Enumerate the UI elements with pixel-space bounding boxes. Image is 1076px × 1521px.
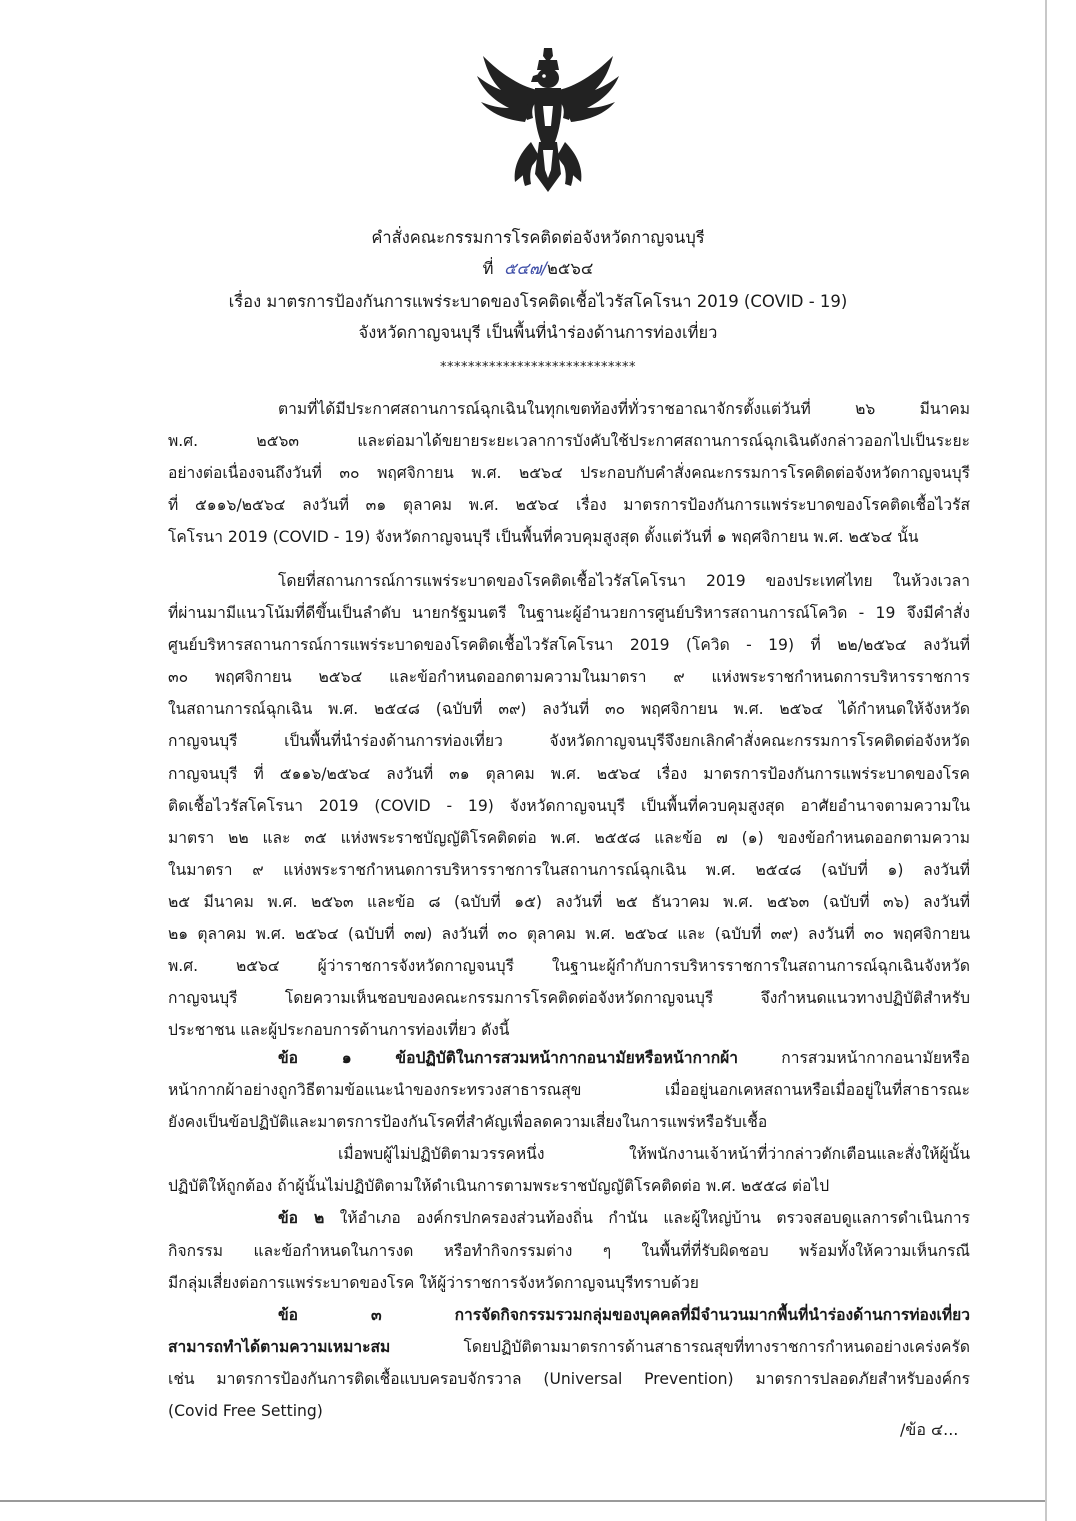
clause-3-text: โดยปฏิบัติตามมาตรการด้านสาธารณสุขที่ทางราชการกำหนดอย่างเคร่งครัด	[390, 1337, 970, 1356]
clause-line: กิจกรรม และข้อกำหนดในการงด หรือทำกิจกรรมต่าง ๆ ในพื้นที่ที่รับผิดชอบ พร้อมทั้งให้ความเห็นกรณี	[168, 1241, 970, 1260]
paragraph-line: ในสถานการณ์ฉุกเฉิน พ.ศ. ๒๕๔๘ (ฉบับที่ ๓๙) ลงวันที่ ๓๐ พฤศจิกายน พ.ศ. ๒๕๖๔ ได้กำหนดให้จังหวัด	[168, 700, 970, 719]
order-number-prefix: ที่	[482, 259, 494, 278]
subject-line-1: เรื่อง มาตรการป้องกันการแพร่ระบาดของโรคติดเชื้อไวรัสโคโรนา 2019 (COVID - 19)	[228, 292, 848, 311]
clause-line: ปฏิบัติให้ถูกต้อง ถ้าผู้นั้นไม่ปฏิบัติตามให้ดำเนินการตามพระราชบัญญัติโรคติดต่อ พ.ศ. ๒๕๕๘ ต่อไป	[168, 1177, 830, 1196]
paragraph-line: กาญจนบุรี โดยความเห็นชอบของคณะกรรมการโรคติดต่อจังหวัดกาญจนบุรี จึงกำหนดแนวทางปฏิบัติสำหรับ	[168, 989, 970, 1008]
paragraph-line: พ.ศ. ๒๕๖๓ และต่อมาได้ขยายระยะเวลาการบังคับใช้ประกาศสถานการณ์ฉุกเฉินดังกล่าวออกไปเป็นระยะ	[168, 432, 970, 451]
clause-line: ยังคงเป็นข้อปฏิบัติและมาตรการป้องกันโรคที่สำคัญเพื่อลดความเสี่ยงในการแพร่หรือรับเชื้อ	[168, 1113, 768, 1132]
clause-1-text: การสวมหน้ากากอนามัยหรือ	[738, 1049, 970, 1067]
clause-1-heading-line	[168, 1042, 970, 1074]
subject-line-2: จังหวัดกาญจนบุรี เป็นพื้นที่นำร่องด้านการท่องเที่ยว	[358, 323, 718, 342]
order-number-handwritten: ๕๔๗/	[504, 259, 547, 278]
paragraph-line: กาญจนบุรี เป็นพื้นที่นำร่องด้านการท่องเที่ยว จังหวัดกาญจนบุรีจึงยกเลิกคำสั่งคณะกรรมการโรคติดต่อจังหวัด	[168, 732, 970, 751]
clause-3-heading: ข้อ ๓ การจัดกิจกรรมรวมกลุ่มของบุคคลที่มีจำนวนมากพื้นที่นำร่องด้านการท่องเที่ยว	[278, 1305, 970, 1324]
paragraph-line: ๒๑ ตุลาคม พ.ศ. ๒๕๖๔ (ฉบับที่ ๓๗) ลงวันที่ ๓๐ ตุลาคม พ.ศ. ๒๕๖๔ และ (ฉบับที่ ๓๙) ลงวันที่ ๓๐ พฤศจิกายน	[168, 925, 970, 944]
paragraph-1	[168, 393, 970, 553]
paragraph-2	[168, 565, 970, 1046]
paragraph-line: ที่ ๕๑๑๖/๒๕๖๔ ลงวันที่ ๓๑ ตุลาคม พ.ศ. ๒๕๖๔ เรื่อง มาตรการป้องกันการแพร่ระบาดของโรคติดเชื้อไวรัส	[168, 496, 970, 515]
paragraph-line: โดยที่สถานการณ์การแพร่ระบาดของโรคติดเชื้อไวรัสโคโรนา 2019 ของประเทศไทย ในห้วงเวลา	[278, 572, 970, 590]
paragraph-line: พ.ศ. ๒๕๖๔ ผู้ว่าราชการจังหวัดกาญจนบุรี ในฐานะผู้กำกับการบริหารราชการในสถานการณ์ฉุกเฉินจังหวัด	[168, 957, 970, 976]
order-number	[0, 256, 1076, 282]
paragraph-line: ที่ผ่านมามีแนวโน้มที่ดีขึ้นเป็นลำดับ นายกรัฐมนตรี ในฐานะผู้อำนวยการศูนย์บริหารสถานการณ์โควิด - 19 จึงมีคำสั่ง	[168, 604, 970, 623]
paragraph-line: อย่างต่อเนื่องจนถึงวันที่ ๓๐ พฤศจิกายน พ.ศ. ๒๕๖๔ ประกอบกับคำสั่งคณะกรรมการโรคติดต่อจังหวัดกาญจนบุรี	[168, 464, 970, 483]
order-number-year: ๒๕๖๔	[547, 259, 594, 278]
clause-3-bold: สามารถทำได้ตามความเหมาะสม	[168, 1337, 391, 1356]
clause-line: มีกลุ่มเสี่ยงต่อการแพร่ระบาดของโรค ให้ผู้ว่าราชการจังหวัดกาญจนบุรีทราบด้วย	[168, 1273, 699, 1292]
separator: ****************************	[440, 360, 636, 375]
paragraph-line: โคโรนา 2019 (COVID - 19) จังหวัดกาญจนบุรี เป็นพื้นที่ควบคุมสูงสุด ตั้งแต่วันที่ ๑ พฤศจิกายน พ.ศ. ๒๕๖๔ นั้น	[168, 528, 919, 547]
order-title: คำสั่งคณะกรรมการโรคติดต่อจังหวัดกาญจนบุรี	[371, 228, 705, 247]
clause-1-heading: ข้อ ๑ ข้อปฏิบัติในการสวมหน้ากากอนามัยหรือหน้ากากผ้า	[278, 1049, 739, 1067]
continued-marker: /ข้อ ๔...	[900, 1420, 959, 1439]
paragraph-line: ติดเชื้อไวรัสโคโรนา 2019 (COVID - 19) จังหวัดกาญจนบุรี เป็นพื้นที่ควบคุมสูงสุด อาศัยอำนาจตามความใน	[168, 796, 970, 815]
garuda-emblem-icon	[473, 46, 623, 194]
paragraph-line: ๒๕ มีนาคม พ.ศ. ๒๕๖๓ และข้อ ๘ (ฉบับที่ ๑๕) ลงวันที่ ๒๕ ธันวาคม พ.ศ. ๒๕๖๓ (ฉบับที่ ๓๖) ลงวันที่	[168, 892, 970, 911]
paragraph-line: มาตรา ๒๒ และ ๓๕ แห่งพระราชบัญญัติโรคติดต่อ พ.ศ. ๒๕๕๘ และข้อ ๗ (๑) ของข้อกำหนดออกตามความ	[168, 828, 970, 847]
paragraph-line: ประชาชน และผู้ประกอบการด้านการท่องเที่ยว ดังนี้	[168, 1021, 510, 1040]
clause-2-text: ให้อำเภอ องค์กรปกครองส่วนท้องถิ่น กำนัน และผู้ใหญ่บ้าน ตรวจสอบดูแลการดำเนินการ	[324, 1209, 970, 1228]
paragraph-line: ในมาตรา ๙ แห่งพระราชกำหนดการบริหารราชการในสถานการณ์ฉุกเฉิน พ.ศ. ๒๕๔๘ (ฉบับที่ ๑) ลงวันที่	[168, 860, 970, 879]
clause-2-heading-line	[168, 1202, 970, 1234]
clause-line: เช่น มาตรการป้องกันการติดเชื้อแบบครอบจักรวาล (Universal Prevention) มาตรการปลอดภัยสำหรับองค์กร	[168, 1369, 970, 1388]
paragraph-line: ๓๐ พฤศจิกายน ๒๕๖๔ และข้อกำหนดออกตามความในมาตรา ๙ แห่งพระราชกำหนดการบริหารราชการ	[168, 668, 970, 687]
clause-line: หน้ากากผ้าอย่างถูกวิธีตามข้อแนะนำของกระทรวงสาธารณสุข เมื่ออยู่นอกเคหสถานหรือเมื่ออยู่ในที่สาธารณะ	[168, 1081, 970, 1100]
clause-line: เมื่อพบผู้ไม่ปฏิบัติตามวรรคหนึ่ง ให้พนักงานเจ้าหน้าที่ว่ากล่าวตักเตือนและสั่งให้ผู้นั้น	[338, 1145, 970, 1164]
paragraph-line: กาญจนบุรี ที่ ๕๑๑๖/๒๕๖๔ ลงวันที่ ๓๑ ตุลาคม พ.ศ. ๒๕๖๔ เรื่อง มาตรการป้องกันการแพร่ระบาดของโรค	[168, 764, 970, 783]
paragraph-line: ศูนย์บริหารสถานการณ์การแพร่ระบาดของโรคติดเชื้อไวรัสโคโรนา 2019 (โควิด - 19) ที่ ๒๒/๒๕๖๔ ลงวันที่	[168, 636, 970, 655]
paragraph-line: ตามที่ได้มีประกาศสถานการณ์ฉุกเฉินในทุกเขตท้องที่ทั่วราชอาณาจักรตั้งแต่วันที่ ๒๖ มีนาคม	[278, 400, 970, 418]
clause-2-heading: ข้อ ๒	[278, 1209, 325, 1228]
clauses	[168, 1042, 970, 1427]
page-edge-bottom	[0, 1500, 1045, 1502]
clause-line: (Covid Free Setting)	[168, 1402, 323, 1421]
clause-3-line	[168, 1331, 970, 1363]
